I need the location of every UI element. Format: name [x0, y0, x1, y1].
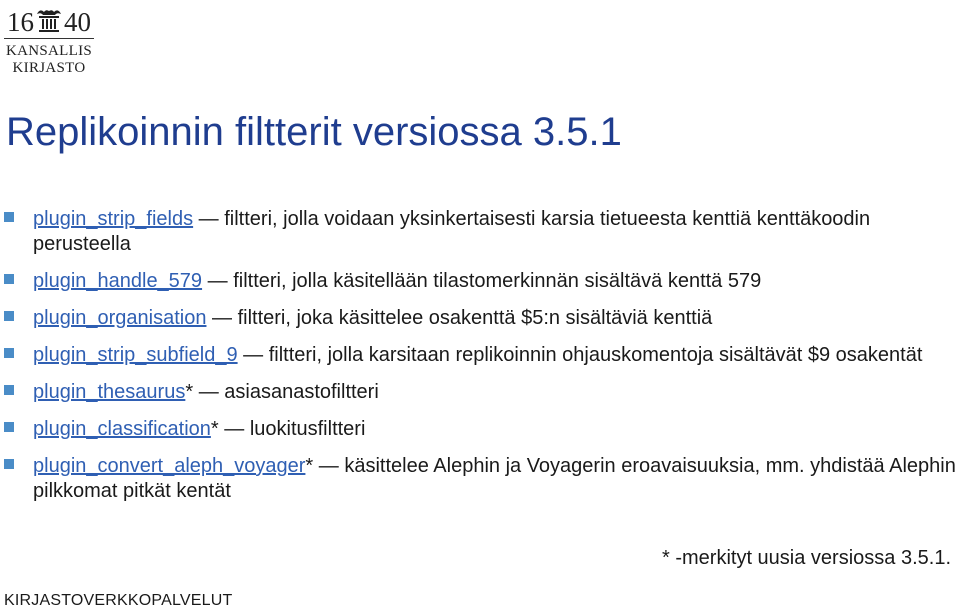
square-bullet-icon: [4, 422, 14, 432]
em-dash: —: [212, 307, 233, 329]
square-bullet-icon: [4, 459, 14, 469]
list-item: [0, 380, 960, 405]
logo-year-left: 16: [7, 7, 34, 37]
em-dash: —: [243, 344, 264, 366]
new-marker: *: [210, 418, 219, 440]
em-dash: —: [207, 270, 228, 292]
filter-list: [0, 207, 960, 516]
filter-link[interactable]: plugin_strip_subfield_9: [33, 344, 238, 366]
kansalliskirjasto-logo: [4, 2, 94, 82]
list-item-text: [33, 343, 960, 368]
em-dash: —: [318, 455, 339, 477]
square-bullet-icon: [4, 348, 14, 358]
footer-org-name: KIRJASTOVERKKOPALVELUT: [4, 592, 233, 609]
filter-link[interactable]: plugin_organisation: [33, 307, 207, 329]
filter-link[interactable]: plugin_handle_579: [33, 270, 203, 292]
logo-divider: [4, 38, 94, 39]
list-item-text: [33, 380, 960, 405]
list-item: [0, 417, 960, 442]
list-item: [0, 207, 960, 257]
filter-link[interactable]: plugin_convert_aleph_voyager: [33, 455, 306, 477]
list-item-text: [33, 454, 960, 504]
new-marker: *: [305, 455, 314, 477]
logo-line-2: KIRJASTO: [12, 60, 86, 76]
list-item-text: [33, 207, 960, 257]
filter-description: filtteri, jolla karsitaan replikoinnin ohjauskomentoja sisältävät $9 osakentät: [268, 344, 923, 366]
logo-line-1: KANSALLIS: [5, 43, 93, 59]
square-bullet-icon: [4, 212, 14, 222]
filter-description: filtteri, joka käsittelee osakenttä $5:n sisältäviä kenttiä: [237, 307, 713, 329]
column-capital-icon: [36, 7, 62, 33]
new-marker: *: [185, 381, 194, 403]
list-item: [0, 343, 960, 368]
square-bullet-icon: [4, 385, 14, 395]
logo-year: [4, 6, 94, 36]
list-item-text: [33, 417, 960, 442]
filter-description: käsittelee Alephin ja Voyagerin eroavaisuuksia, mm. yhdistää Alephin pilkkomat pitkät kentät: [33, 455, 956, 502]
filter-link[interactable]: plugin_classification: [33, 418, 211, 440]
list-item-text: [33, 306, 960, 331]
em-dash: —: [198, 208, 219, 230]
list-item: [0, 306, 960, 331]
em-dash: —: [224, 418, 245, 440]
square-bullet-icon: [4, 311, 14, 321]
slide-title: Replikoinnin filtterit versiossa 3.5.1: [6, 110, 622, 154]
list-item: [0, 269, 960, 294]
square-bullet-icon: [4, 274, 14, 284]
filter-link[interactable]: plugin_thesaurus: [33, 381, 186, 403]
footnote: * -merkityt uusia versiossa 3.5.1.: [662, 547, 951, 569]
logo-year-right: 40: [64, 7, 91, 37]
filter-link[interactable]: plugin_strip_fields: [33, 208, 194, 230]
filter-description: luokitusfiltteri: [249, 418, 366, 440]
filter-description: filtteri, jolla voidaan yksinkertaisesti karsia tietueesta kenttiä kenttäkoodin perusteella: [33, 208, 871, 255]
filter-description: asiasanastofiltteri: [224, 381, 379, 403]
list-item-text: [33, 269, 960, 294]
filter-description: filtteri, jolla käsitellään tilastomerkinnän sisältävä kenttä 579: [233, 270, 762, 292]
list-item: [0, 454, 960, 504]
em-dash: —: [198, 381, 219, 403]
